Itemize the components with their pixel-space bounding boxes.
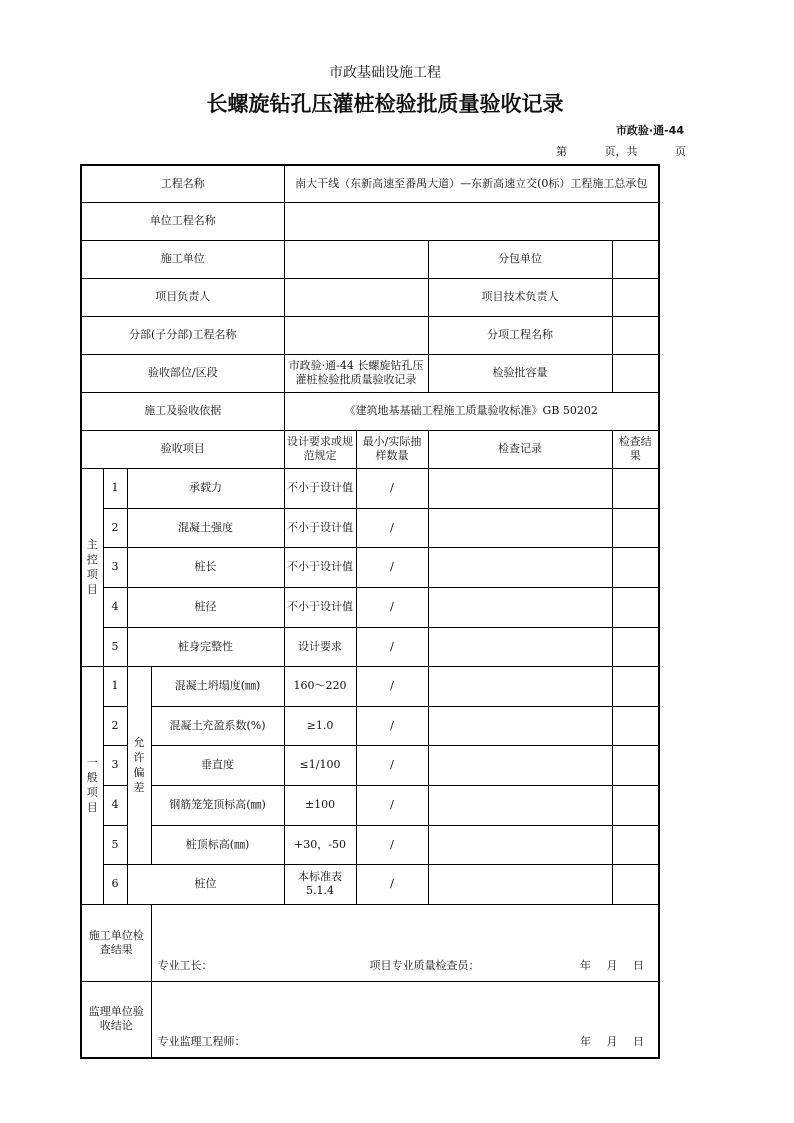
col-item: 验收项目 — [81, 430, 284, 468]
item-record[interactable] — [428, 706, 612, 745]
page-number — [556, 143, 686, 159]
item-result[interactable] — [612, 666, 659, 706]
item-req: ≤1/100 — [284, 745, 356, 785]
col-record: 检查记录 — [428, 430, 612, 468]
row-sub-division — [81, 316, 659, 354]
sub-division-value[interactable] — [284, 316, 428, 354]
item-result[interactable] — [612, 627, 659, 666]
supervision-label: 监理单位验收结论 — [81, 981, 151, 1058]
page-ye: 页 — [675, 145, 686, 158]
item-record[interactable] — [428, 508, 612, 547]
item-no: 4 — [103, 785, 127, 825]
form-code: 市政验·通-44 — [615, 124, 684, 137]
item-req: 设计要求 — [284, 627, 356, 666]
project-name-label: 工程名称 — [81, 165, 284, 202]
item-sample[interactable]: / — [356, 745, 428, 785]
item-name: 混凝土充盈系数(%) — [151, 706, 284, 745]
supervision-row — [81, 981, 659, 1058]
unit-project-label: 单位工程名称 — [81, 202, 284, 240]
item-name: 桩径 — [127, 587, 284, 627]
inspection-part-value[interactable]: 市政验·通-44 长螺旋钻孔压灌桩检验批质量验收记录 — [284, 354, 428, 392]
item-record[interactable] — [428, 864, 612, 904]
item-no: 1 — [103, 468, 127, 508]
item-result[interactable] — [612, 864, 659, 904]
item-no: 6 — [103, 864, 127, 904]
table-row — [81, 706, 659, 745]
item-name: 桩位 — [127, 864, 284, 904]
item-name: 垂直度 — [151, 745, 284, 785]
table-row — [81, 864, 659, 904]
quality-inspector-label: 项目专业质量检查员： — [369, 958, 480, 972]
project-manager-value[interactable] — [284, 278, 428, 316]
item-sample[interactable]: / — [356, 468, 428, 508]
supervision-area[interactable] — [151, 981, 659, 1058]
subcontract-unit-value[interactable] — [612, 240, 659, 278]
row-unit-project — [81, 202, 659, 240]
foreman-label: 专业工长： — [157, 958, 213, 972]
sub-division-label: 分部(子分部)工程名称 — [81, 316, 284, 354]
item-req: 不小于设计值 — [284, 468, 356, 508]
item-result[interactable] — [612, 547, 659, 587]
construction-unit-value[interactable] — [284, 240, 428, 278]
item-no: 5 — [103, 825, 127, 864]
construction-unit-label: 施工单位 — [81, 240, 284, 278]
item-req: +30，-50 — [284, 825, 356, 864]
item-sample[interactable]: / — [356, 864, 428, 904]
item-sample[interactable]: / — [356, 666, 428, 706]
batch-capacity-label: 检验批容量 — [428, 354, 612, 392]
item-sample[interactable]: / — [356, 627, 428, 666]
supervisor-label: 专业监理工程师： — [157, 1035, 246, 1048]
item-result[interactable] — [612, 825, 659, 864]
row-managers — [81, 278, 659, 316]
table-row — [81, 468, 659, 508]
unit-project-value[interactable] — [284, 202, 659, 240]
item-name: 混凝土强度 — [127, 508, 284, 547]
item-record[interactable] — [428, 745, 612, 785]
table-row — [81, 785, 659, 825]
item-no: 4 — [103, 587, 127, 627]
subcontract-unit-label: 分包单位 — [428, 240, 612, 278]
item-no: 3 — [103, 547, 127, 587]
table-row — [81, 666, 659, 706]
tech-manager-label: 项目技术负责人 — [428, 278, 612, 316]
general-label: 一 般 项 目 — [81, 666, 103, 904]
item-req: 不小于设计值 — [284, 587, 356, 627]
item-name: 桩长 — [127, 547, 284, 587]
item-req: ±100 — [284, 785, 356, 825]
sub-item-label: 分项工程名称 — [428, 316, 612, 354]
item-record[interactable] — [428, 587, 612, 627]
item-no: 1 — [103, 666, 127, 706]
form-subtitle: 市政基础设施工程 — [329, 65, 441, 81]
construction-check-area[interactable] — [151, 904, 659, 981]
item-record[interactable] — [428, 627, 612, 666]
item-result[interactable] — [612, 468, 659, 508]
item-req: 160～220 — [284, 666, 356, 706]
row-project-name — [81, 165, 659, 202]
item-req: 不小于设计值 — [284, 508, 356, 547]
basis-value: 《建筑地基基础工程施工质量验收标准》GB 50202 — [284, 392, 659, 430]
item-result[interactable] — [612, 587, 659, 627]
item-name: 桩顶标高(㎜) — [151, 825, 284, 864]
item-name: 桩身完整性 — [127, 627, 284, 666]
inspection-record-table — [80, 164, 660, 1059]
item-result[interactable] — [612, 706, 659, 745]
tech-manager-value[interactable] — [612, 278, 659, 316]
item-req: 不小于设计值 — [284, 547, 356, 587]
item-name: 承载力 — [127, 468, 284, 508]
item-sample[interactable]: / — [356, 706, 428, 745]
item-result[interactable] — [612, 745, 659, 785]
item-record[interactable] — [428, 547, 612, 587]
item-name: 混凝土坍塌度(㎜) — [151, 666, 284, 706]
batch-capacity-value[interactable] — [612, 354, 659, 392]
col-result: 检查结果 — [612, 430, 659, 468]
item-no: 2 — [103, 508, 127, 547]
form-title: 长螺旋钻孔压灌桩检验批质量验收记录 — [206, 92, 564, 116]
table-row — [81, 825, 659, 864]
item-sample[interactable]: / — [356, 587, 428, 627]
item-record[interactable] — [428, 666, 612, 706]
item-req: ≥1.0 — [284, 706, 356, 745]
row-inspection-part — [81, 354, 659, 392]
page-di: 第 — [556, 145, 567, 158]
item-req: 本标准表5.1.4 — [284, 864, 356, 904]
main-control-label: 主 控 项 目 — [81, 468, 103, 666]
table-row — [81, 547, 659, 587]
item-record[interactable] — [428, 825, 612, 864]
table-row — [81, 587, 659, 627]
basis-label: 施工及验收依据 — [81, 392, 284, 430]
item-record[interactable] — [428, 468, 612, 508]
page-ye-gong: 页，共 — [604, 145, 638, 158]
table-row — [81, 745, 659, 785]
item-sample[interactable]: / — [356, 547, 428, 587]
item-sample[interactable]: / — [356, 785, 428, 825]
construction-check-label: 施工单位检查结果 — [81, 904, 151, 981]
item-record[interactable] — [428, 785, 612, 825]
item-sample[interactable]: / — [356, 508, 428, 547]
table-row — [81, 627, 659, 666]
project-name-value[interactable]: 南大干线（东新高速至番禺大道）—东新高速立交(0标）工程施工总承包 — [284, 165, 659, 202]
sub-item-value[interactable] — [612, 316, 659, 354]
inspection-part-label: 验收部位/区段 — [81, 354, 284, 392]
column-header-row — [81, 430, 659, 468]
item-sample[interactable]: / — [356, 825, 428, 864]
allowable-deviation-label: 允 许 偏 差 — [127, 666, 151, 864]
item-result[interactable] — [612, 785, 659, 825]
row-basis — [81, 392, 659, 430]
construction-check-row — [81, 904, 659, 981]
construction-date-label: 年 月 日 — [580, 958, 644, 972]
item-no: 5 — [103, 627, 127, 666]
project-manager-label: 项目负责人 — [81, 278, 284, 316]
col-design: 设计要求或规范规定 — [284, 430, 356, 468]
item-name: 钢筋笼笼顶标高(㎜) — [151, 785, 284, 825]
item-no: 2 — [103, 706, 127, 745]
table-row — [81, 508, 659, 547]
row-construction-unit — [81, 240, 659, 278]
supervision-date-label: 年 月 日 — [580, 1035, 644, 1048]
item-no: 3 — [103, 745, 127, 785]
item-result[interactable] — [612, 508, 659, 547]
col-min-sample: 最小/实际抽样数量 — [356, 430, 428, 468]
